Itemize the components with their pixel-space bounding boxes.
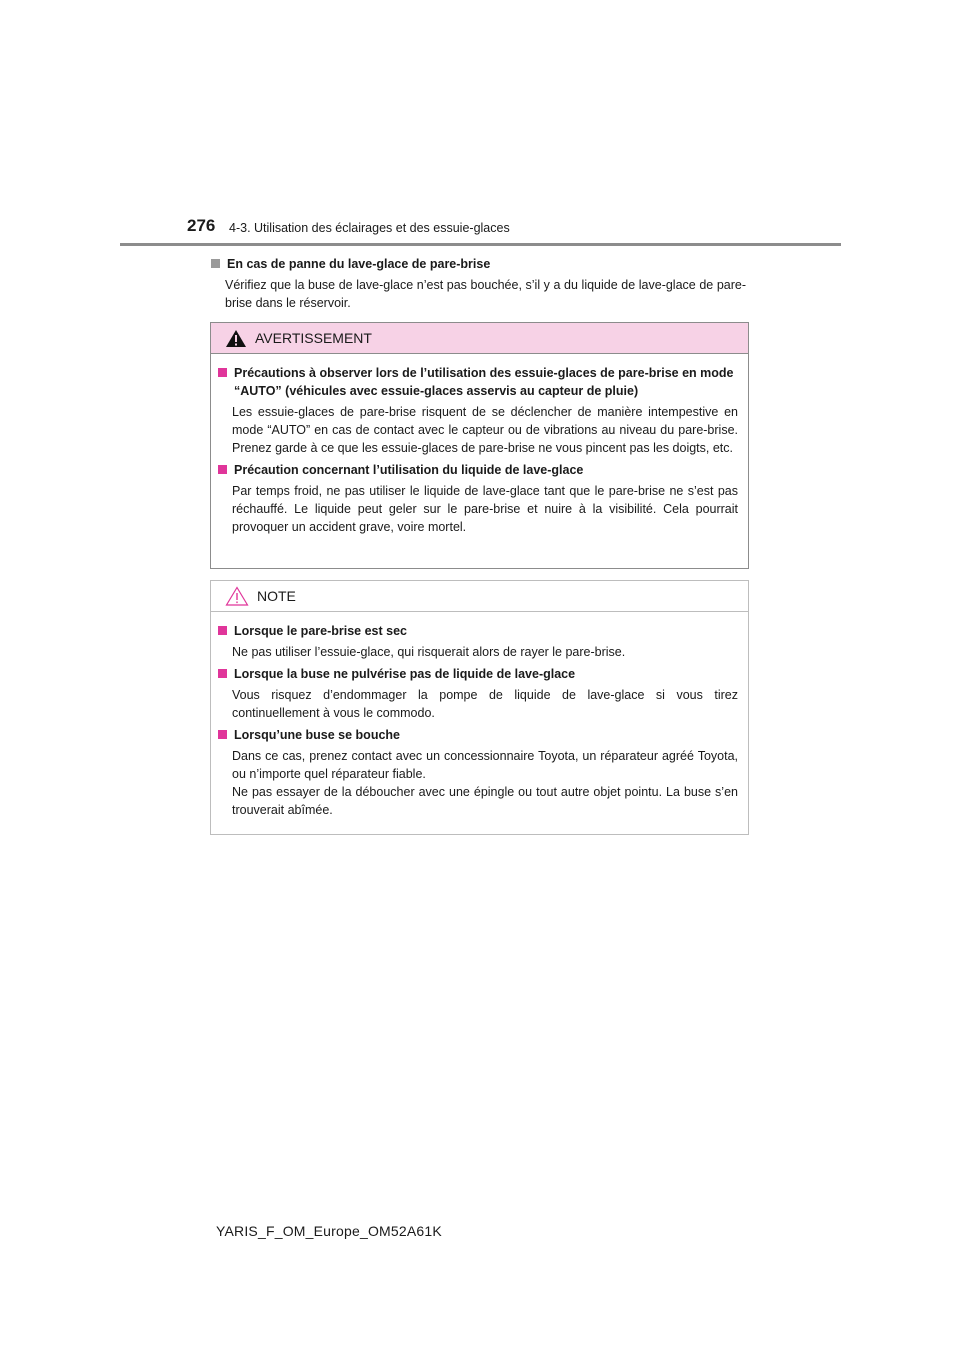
note-content — [211, 612, 748, 819]
chapter-title: 4-3. Utilisation des éclairages et des essuie-glaces — [229, 221, 510, 235]
warning-item — [218, 364, 738, 457]
header-rule — [120, 243, 841, 246]
page-number: 276 — [187, 216, 216, 235]
intro-heading — [211, 255, 746, 273]
note-item-text: Ne pas essayer de la déboucher avec une épingle ou tout autre objet pointu. La buse s’en trouverait abîmée. — [232, 785, 738, 817]
note-header — [211, 581, 748, 612]
note-item-heading-text: Lorsque la buse ne pulvérise pas de liquide de lave-glace — [234, 667, 576, 681]
warning-item-heading — [218, 461, 738, 479]
square-bullet-icon — [218, 465, 227, 474]
square-bullet-icon — [211, 259, 220, 268]
square-bullet-icon — [218, 669, 227, 678]
warning-item-heading-text: Précautions à observer lors de l’utilisation des essuie-glaces de pare-brise en mode “AUTO” (véhicules avec essuie-glaces asservis au capteur de pluie) — [234, 366, 734, 398]
square-bullet-icon — [218, 626, 227, 635]
warning-title: AVERTISSEMENT — [255, 330, 372, 346]
note-item-heading — [218, 665, 738, 683]
note-item-heading — [218, 622, 738, 640]
note-item — [218, 622, 738, 661]
note-box — [210, 580, 749, 835]
intro-text: Vérifiez que la buse de lave-glace n’est pas bouchée, s’il y a du liquide de lave-glace de pare-brise dans le réservoir. — [225, 278, 746, 310]
note-title: NOTE — [257, 588, 296, 604]
note-item-text: Vous risquez d’endommager la pompe de liquide de lave-glace si vous tirez continuellement à vous le commodo. — [232, 688, 738, 720]
square-bullet-icon — [218, 730, 227, 739]
note-item-text: Ne pas utiliser l’essuie-glace, qui risquerait alors de rayer le pare-brise. — [232, 645, 626, 659]
warning-content — [211, 354, 748, 536]
square-bullet-icon — [218, 368, 227, 377]
warning-item-heading — [218, 364, 738, 400]
note-item-text: Dans ce cas, prenez contact avec un concessionnaire Toyota, un réparateur agréé Toyota, ou n’importe quel réparateur fiable. — [232, 749, 738, 781]
note-item-heading-text: Lorsqu’une buse se bouche — [234, 728, 400, 742]
warning-item-text: Par temps froid, ne pas utiliser le liquide de lave-glace tant que le pare-brise ne s’est pas réchauffé. Le liquide peut geler sur le pare-brise et nuire à la visibilité. Cela pourrait provoquer un accident grave, voire mortel. — [232, 484, 738, 534]
warning-item — [218, 461, 738, 536]
intro-section — [211, 255, 746, 316]
note-item-heading-text: Lorsque le pare-brise est sec — [234, 624, 407, 638]
note-item-heading — [218, 726, 738, 744]
note-item — [218, 726, 738, 819]
warning-item-text: Les essuie-glaces de pare-brise risquent de se déclencher de manière intempestive en mode “AUTO” en cas de contact avec le capteur ou de vibrations au niveau du pare-brise. Prenez garde à ce que les essuie-glaces de pare-brise ne vous pincent pas les doigts, etc. — [232, 405, 738, 455]
caution-triangle-outline-icon — [225, 586, 249, 606]
warning-header — [211, 323, 748, 354]
warning-box — [210, 322, 749, 569]
warning-item-heading-text: Précaution concernant l’utilisation du liquide de lave-glace — [234, 463, 584, 477]
footer-document-id: YARIS_F_OM_Europe_OM52A61K — [216, 1223, 442, 1239]
note-item — [218, 665, 738, 722]
warning-triangle-icon — [225, 329, 247, 348]
intro-heading-text: En cas de panne du lave-glace de pare-brise — [227, 257, 491, 271]
